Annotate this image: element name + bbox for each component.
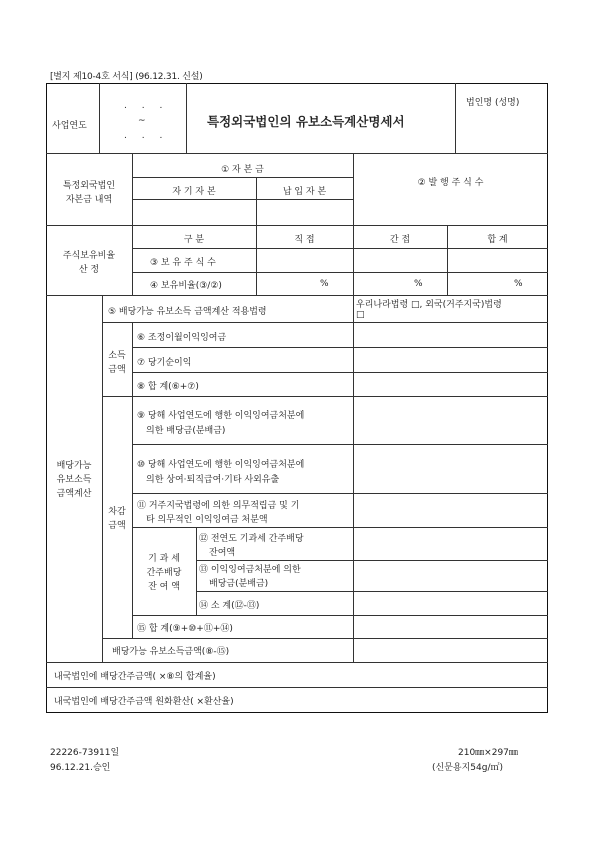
row-9-label: 의한 배당금(분배금) [146, 426, 226, 436]
row-13-label: ⑬ 이익잉여금처분에 의한 [199, 565, 301, 575]
divider [132, 199, 353, 200]
taxed-group-label: 기 과 세 [148, 554, 180, 564]
divider [455, 83, 456, 153]
divider [132, 177, 353, 178]
total-percent: % [514, 279, 523, 289]
income-group-label: 금액 [108, 365, 126, 375]
divider [353, 295, 354, 662]
divider [132, 527, 548, 528]
divider [186, 83, 187, 153]
share-ratio-label: 주식보유비율 [62, 251, 116, 261]
indirect-header: 간 접 [389, 235, 411, 245]
deduct-group-label: 차감 [108, 507, 126, 517]
row-6-label: ⑥ 조정이월이익잉여금 [137, 333, 227, 343]
divider [102, 638, 548, 639]
divider [46, 687, 548, 688]
taxed-group-label: 잔 여 액 [148, 582, 180, 592]
domestic-deemed-dividend-krw-label: 내국법인에 배당간주금액 원화환산( ×환산율) [54, 697, 234, 707]
category-header: 구 분 [183, 235, 205, 245]
divider [46, 225, 548, 226]
available-income-label: 배당가능 유보소득금액(⑧-⑮) [112, 647, 230, 657]
total-header: 합 계 [487, 235, 508, 245]
divider [132, 347, 548, 348]
row-11-label: 타 의무적인 이익잉여금 처분액 [146, 515, 268, 525]
divider [102, 396, 548, 397]
row-7-label: ⑦ 당기순이익 [137, 358, 192, 368]
row-10-label: 의한 상여·퇴직급여·기타 사외유출 [146, 475, 280, 485]
divider [46, 153, 548, 154]
row-5-value: 우리나라법령 □, 외국(거주지국)법령 [356, 300, 502, 310]
direct-percent: % [320, 279, 329, 289]
row-8-label: ⑧ 합 계(⑥+⑦) [137, 382, 199, 392]
own-capital-header: 자 기 자 본 [172, 187, 216, 197]
form-code: 22226-73911일 [50, 748, 120, 758]
approval-date: 96.12.21.승인 [50, 763, 111, 773]
held-shares-row: ③ 보 유 주 식 수 [150, 258, 216, 268]
divider [196, 527, 197, 615]
row-13-label: 배당금(분배금) [209, 579, 269, 589]
divider [46, 662, 548, 663]
row-5-label: ⑤ 배당가능 유보소득 금액계산 적용법령 [108, 307, 267, 317]
divider [132, 248, 548, 249]
row-5-value: □ [356, 310, 365, 320]
share-ratio-label: 산 정 [78, 265, 100, 275]
dividend-section-label: 배당가능 [56, 461, 92, 471]
deduct-group-label: 금액 [108, 521, 126, 531]
holding-ratio-row: ④ 보유비율(③/②) [150, 281, 222, 291]
paper-size: 210㎜×297㎜ [458, 748, 518, 758]
capital-section-label: 자본금 내역 [65, 195, 113, 205]
corp-name-label: 법인명 (성명) [466, 98, 520, 108]
paper-type: (신문용지54g/㎡) [432, 763, 503, 773]
indirect-percent: % [414, 279, 423, 289]
row-9-label: ⑨ 당해 사업연도에 행한 이익잉여금처분에 [137, 411, 305, 421]
year-end-dots: . . . [124, 131, 169, 141]
divider [99, 83, 100, 153]
domestic-deemed-dividend-label: 내국법인에 배당간주금액( ×⑧의 합계율) [54, 672, 216, 682]
divider [132, 272, 548, 273]
form-number-note: [별지 제10-4호 서식] (96.12.31. 신설) [50, 72, 203, 82]
business-year-label: 사업연도 [52, 121, 87, 131]
divider [132, 444, 548, 445]
row-11-label: ⑪ 거주지국법령에 의한 의무적립금 및 기 [137, 501, 300, 511]
divider [132, 372, 548, 373]
divider [353, 153, 354, 272]
row-15-label: ⑮ 합 계(⑨+⑩+⑪+⑭) [137, 624, 233, 634]
issued-shares-header: ② 발 행 주 식 수 [417, 178, 484, 188]
capital-section-label: 특정외국법인 [62, 181, 116, 191]
divider [196, 591, 548, 592]
dividend-section-label: 금액계산 [56, 489, 92, 499]
dividend-section-label: 유보소득 [56, 475, 92, 485]
divider [46, 295, 548, 296]
row-12-label: ⑫ 전연도 기과세 간주배당 [199, 534, 304, 544]
divider [353, 272, 354, 295]
direct-header: 직 접 [294, 235, 315, 245]
taxed-group-label: 간주배당 [146, 568, 182, 578]
row-14-label: ⑭ 소 계(⑫-⑬) [199, 601, 260, 611]
capital-header: ① 자 본 금 [221, 165, 264, 175]
divider [196, 560, 548, 561]
year-tilde: ~ [138, 116, 146, 126]
paid-capital-header: 납 입 자 본 [282, 187, 327, 197]
form-title: 특정외국법인의 유보소득계산명세서 [207, 114, 405, 129]
row-12-label: 잔여액 [209, 548, 236, 558]
income-group-label: 소득 [108, 351, 126, 361]
divider [132, 272, 133, 295]
year-start-dots: . . . [124, 101, 169, 111]
divider [132, 615, 548, 616]
divider [102, 322, 548, 323]
divider [132, 493, 548, 494]
row-10-label: ⑩ 당해 사업연도에 행한 이익잉여금처분에 [137, 460, 305, 470]
